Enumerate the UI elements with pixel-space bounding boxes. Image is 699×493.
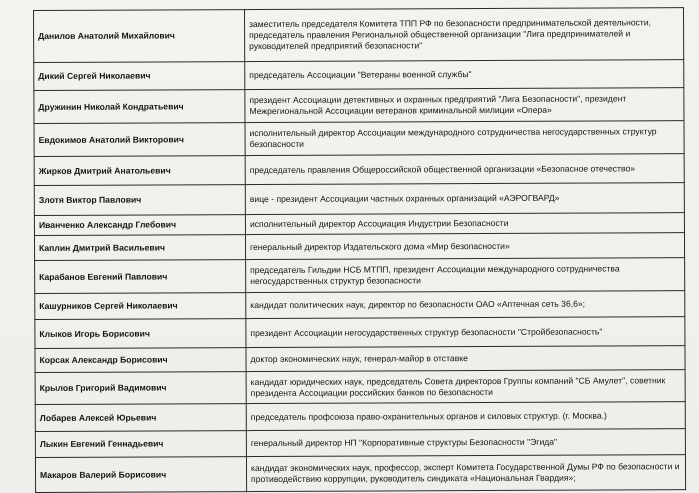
member-description: президент Ассоциации негосударственных структур безопасности "Стройбезопасность" (246, 317, 685, 348)
member-name: Лыкин Евгений Геннадьевич (35, 431, 246, 458)
member-name: Евдокимов Анатолий Викторович (34, 123, 245, 157)
member-name: Иванченко Александр Глебович (34, 215, 245, 236)
member-description: доктор экономических наук, генерал-майор в отставке (246, 346, 685, 372)
table-row (35, 291, 685, 320)
member-description: генеральный директор Издательского дома «Мир безопасности» (245, 233, 684, 260)
table-row (34, 60, 684, 91)
member-name: Макаров Валерий Борисович (35, 457, 246, 493)
member-name: Злотя Виктор Павлович (34, 185, 245, 216)
table-row (34, 8, 684, 63)
member-description: кандидат экономических наук, профессор, эксперт Комитета Государственной Думы РФ по безопасности и противодействию коррупции, руководитель синдиката «Национальная Гвардия»; (246, 455, 685, 492)
member-description: председатель Ассоциации "Ветераны военной службы" (245, 60, 684, 90)
table-row (34, 121, 684, 157)
member-name: Данилов Анатолий Михайлович (34, 10, 245, 63)
table-row (34, 183, 684, 216)
table-row (35, 317, 685, 349)
table-row (35, 402, 685, 432)
members-table (33, 7, 686, 493)
table-row (35, 258, 685, 294)
member-description: кандидат политических наук, директор по безопасности ОАО «Аптечная сеть 36,6»; (246, 291, 685, 319)
member-description: генеральный директор НП "Корпоративные структуры Безопасности "Эгида" (246, 429, 685, 457)
member-description: вице - президент Ассоциации частных охранных организаций «АЭРОГВАРД» (245, 183, 684, 215)
table-row (35, 346, 685, 373)
member-name: Кашурников Сергей Николаевич (35, 293, 246, 320)
table-row (34, 88, 684, 124)
member-description: кандидат юридических наук, председатель Совета директоров Группы компаний "СБ Амулет", советник президента Ассоциации российских банков по безопасности (246, 370, 685, 404)
table-row (35, 370, 685, 405)
member-description: председатель правления Общероссийской общественной организации «Безопасное отечество» (245, 154, 684, 185)
member-name: Клыков Игорь Борисович (35, 319, 246, 349)
table-row (34, 233, 684, 261)
member-description: заместитель председателя Комитета ТПП РФ по безопасности предпринимательской деятельности, председатель правления Региональной общественной организации "Лига предпринимателей и руководителей предприятий безопасности" (245, 8, 684, 62)
table-row (35, 455, 685, 493)
member-name: Лобарев Алексей Юрьевич (35, 404, 246, 432)
member-description: исполнительный директор Ассоциация Индустрии Безопасности (245, 213, 684, 235)
member-name: Каплин Дмитрий Васильевич (34, 235, 245, 261)
member-name: Крылов Григорий Вадимович (35, 372, 246, 405)
member-name: Дикий Сергей Николаевич (34, 62, 245, 91)
member-name: Дружинин Николай Кондратьевич (34, 90, 245, 124)
table-row (34, 154, 684, 186)
member-name: Жирков Дмитрий Анатольевич (34, 156, 245, 186)
member-description: президент Ассоциации детективных и охранных предприятий "Лига Безопасности", президент Межрегиональной Ассоциации ветеранов криминальной милиции «Опера» (245, 88, 684, 123)
member-name: Карабанов Евгений Павлович (35, 260, 246, 294)
member-name: Корсак Александр Борисович (35, 348, 246, 373)
member-description: председатель Гильдии НСБ МТПП, президент Ассоциации международного сотрудничества негосударственных структур безопасности (246, 258, 685, 293)
table-row (34, 213, 684, 236)
member-description: председатель профсоюза право-охранительных органов и силовых структур. (г. Москва.) (246, 402, 685, 431)
table-row (35, 429, 685, 458)
member-description: исполнительный директор Ассоциации международного сотрудничества негосударственных структур безопасности (245, 121, 684, 156)
